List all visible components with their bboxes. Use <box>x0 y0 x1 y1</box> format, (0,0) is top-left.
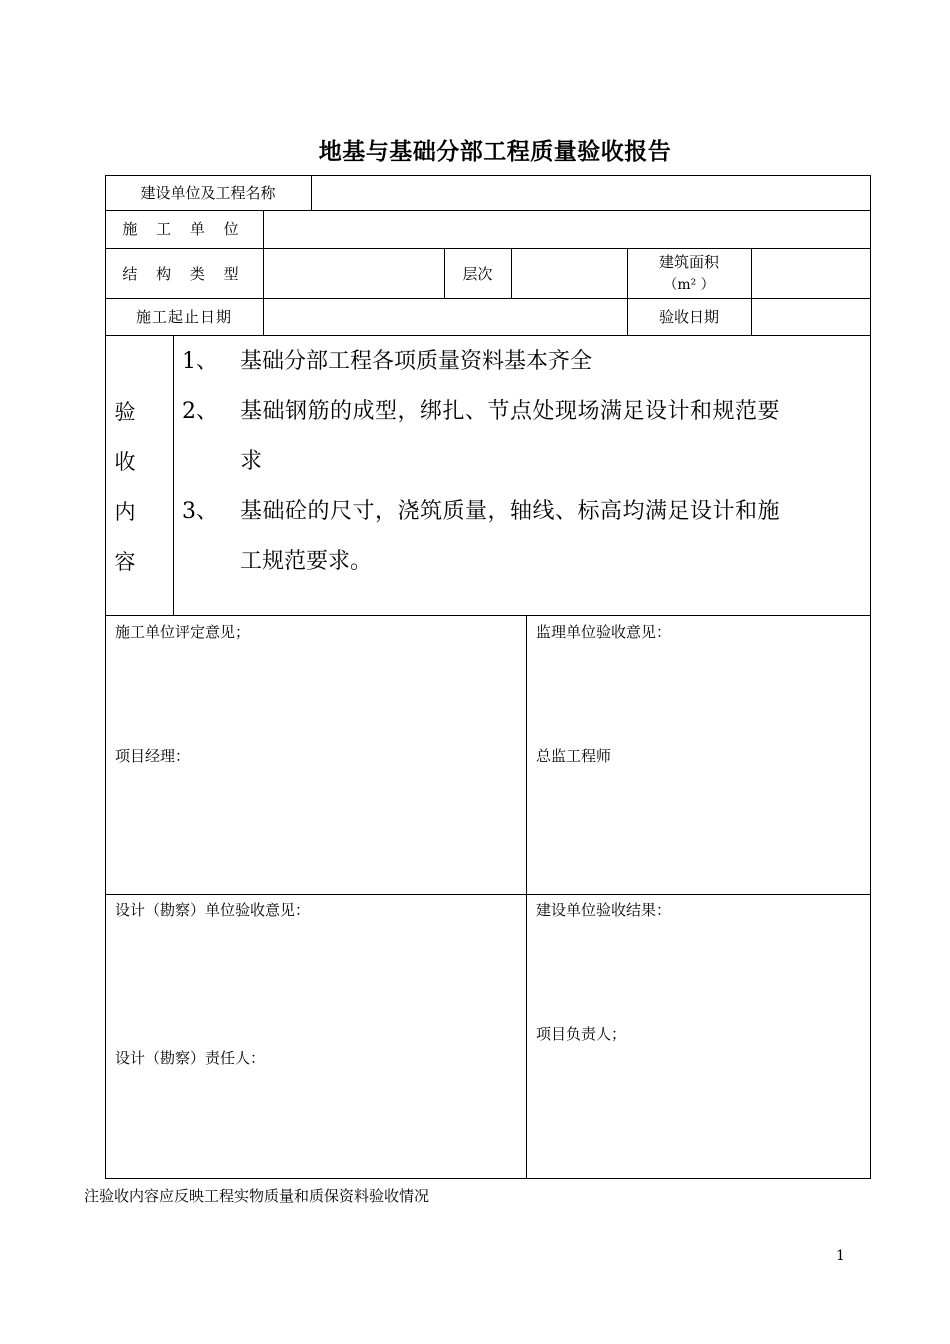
table-border-top <box>105 175 871 176</box>
design-opinion-label: 设计（勘察）单位验收意见： <box>115 901 311 919</box>
row-divider <box>105 210 871 211</box>
contractor-label: 施 工 单 位 <box>122 220 246 238</box>
row-divider <box>105 894 871 895</box>
table-border-bottom <box>105 1178 871 1179</box>
content-label-char: 验 <box>114 400 136 424</box>
floors-label: 层次 <box>462 265 493 283</box>
chief-supervisor-label: 总监工程师 <box>536 747 612 765</box>
project-manager-label: 项目经理： <box>115 747 191 765</box>
column-divider <box>751 248 752 335</box>
page-number: 1 <box>836 1248 845 1264</box>
supervisor-opinion-label: 监理单位验收意见： <box>536 623 672 641</box>
owner-responsible-label: 项目负责人； <box>536 1025 627 1043</box>
building-area-label: 建筑面积 <box>658 253 719 271</box>
item-number: 3、 <box>182 499 218 524</box>
building-area-unit: （m² ） <box>663 277 715 293</box>
column-divider <box>526 615 527 1178</box>
item-text-line: 求 <box>240 449 263 474</box>
item-text-line: 基础分部工程各项质量资料基本齐全 <box>240 349 593 374</box>
row-divider <box>105 335 871 336</box>
column-divider <box>311 175 312 210</box>
table-border-right <box>870 175 871 1178</box>
acceptance-date-label: 验收日期 <box>658 308 719 326</box>
project-name-label: 建设单位及工程名称 <box>140 184 276 202</box>
content-label-char: 收 <box>114 450 136 474</box>
page-title: 地基与基础分部工程质量验收报告 <box>318 138 672 165</box>
item-number: 1、 <box>182 349 218 374</box>
column-divider <box>263 210 264 335</box>
item-text-line: 基础砼的尺寸，浇筑质量，轴线、标高均满足设计和施 <box>240 499 781 524</box>
owner-result-label: 建设单位验收结果： <box>536 901 672 919</box>
contractor-opinion-label: 施工单位评定意见； <box>115 623 251 641</box>
row-divider <box>105 248 871 249</box>
row-divider <box>105 298 871 299</box>
content-label-char: 内 <box>114 500 136 524</box>
construction-dates-label: 施工起止日期 <box>135 308 232 326</box>
footnote: 注验收内容应反映工程实物质量和质保资料验收情况 <box>84 1187 430 1205</box>
item-number: 2、 <box>182 399 218 424</box>
column-divider <box>173 335 174 615</box>
item-text-line: 工规范要求。 <box>240 549 373 574</box>
item-text-line: 基础钢筋的成型，绑扎、节点处现场满足设计和规范要 <box>240 399 781 424</box>
content-label-char: 容 <box>114 550 136 574</box>
design-responsible-label: 设计（勘察）责任人： <box>115 1049 266 1067</box>
row-divider <box>105 615 871 616</box>
structure-type-label: 结 构 类 型 <box>122 265 246 283</box>
column-divider <box>511 248 512 298</box>
